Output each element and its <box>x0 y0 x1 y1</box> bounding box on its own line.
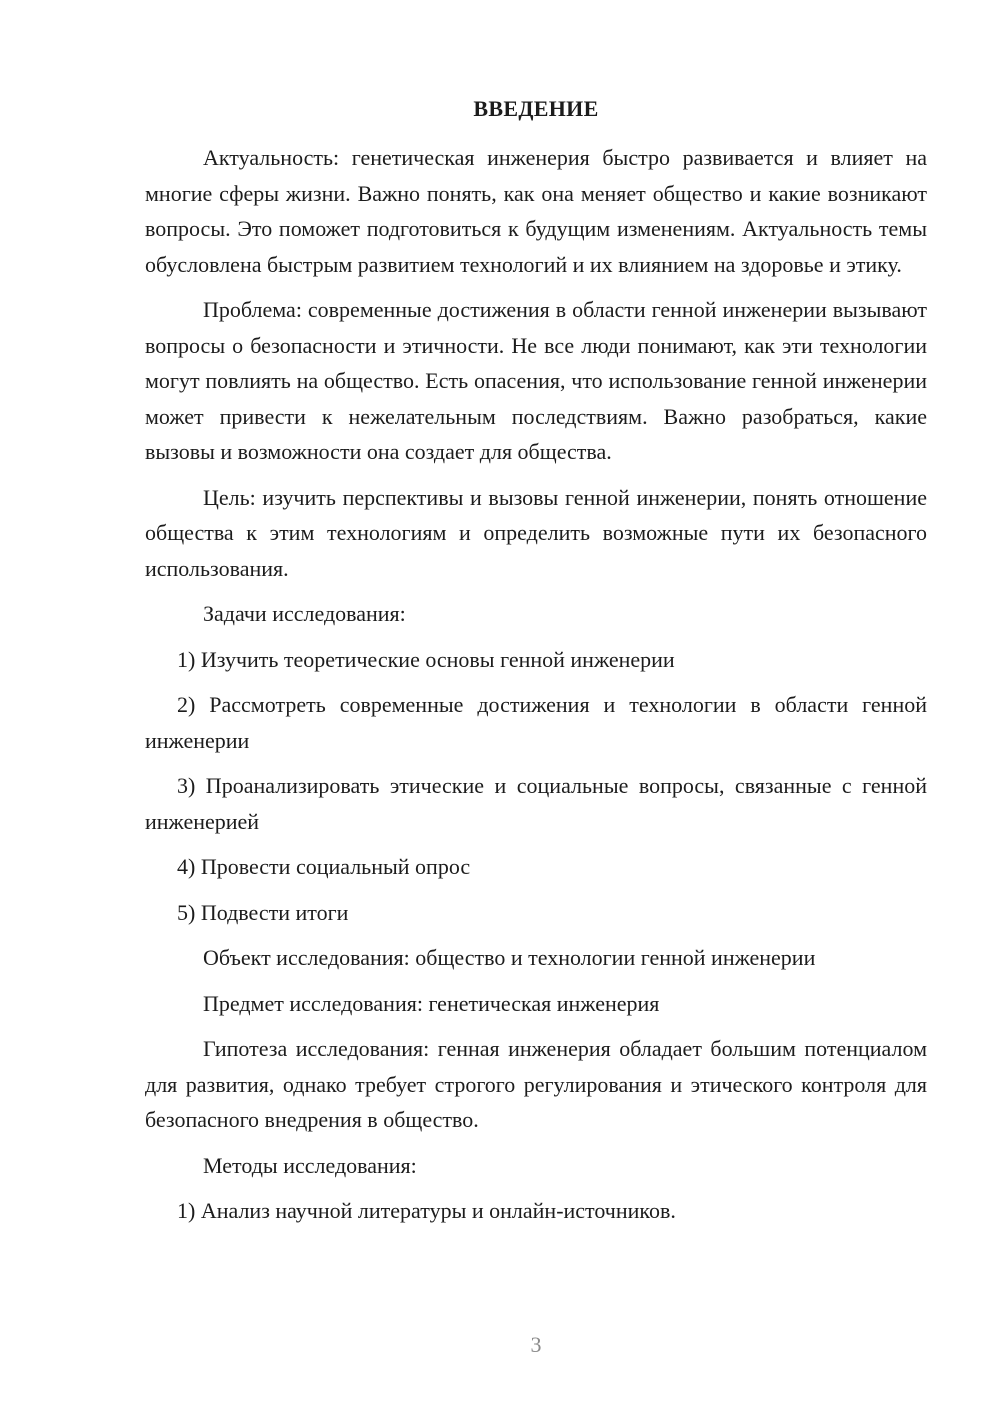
document-body <box>145 140 927 1229</box>
task-item-2: 2) Рассмотреть современные достижения и технологии в области генной инженерии <box>145 692 927 753</box>
hypothesis-paragraph: Гипотеза исследования: генная инженерия обладает большим потенциалом для развития, однако требует строгого регулирования и этического контроля для безопасного внедрения в общество. <box>145 1036 927 1132</box>
task-item-3: 3) Проанализировать этические и социальные вопросы, связанные с генной инженерией <box>145 773 927 834</box>
task-item-5: 5) Подвести итоги <box>177 899 349 925</box>
goal-paragraph: Цель: изучить перспективы и вызовы генной инженерии, понять отношение общества к этим технологиям и определить возможные пути их безопасного использования. <box>145 484 927 581</box>
page-number: 3 <box>530 1332 542 1357</box>
task-item-4: 4) Провести социальный опрос <box>177 854 471 879</box>
relevance-paragraph: Актуальность: генетическая инженерия быстро развивается и влияет на многие сферы жизни. Важно понять, как она меняет общество и какие возникают вопросы. Это поможет подготовиться к будущим изменениям. Актуальность темы обусловлена быстрым развитием технологий и их влиянием на здоровье и этику. <box>145 145 927 277</box>
problem-paragraph: Проблема: современные достижения в области генной инженерии вызывают вопросы о безопасности и этичности. Не все люди понимают, как эти технологии могут повлиять на общество. Есть опасения, что использование генной инженерии может привести к нежелательным последствиям. Важно разобраться, какие вызовы и возможности она создает для общества. <box>145 297 927 464</box>
section-heading: ВВЕДЕНИЕ <box>473 96 599 121</box>
methods-title: Методы исследования: <box>203 1152 417 1178</box>
subject-paragraph: Предмет исследования: генетическая инженерия <box>203 990 660 1016</box>
task-item-1: 1) Изучить теоретические основы генной инженерии <box>177 646 675 672</box>
tasks-title: Задачи исследования: <box>203 601 406 626</box>
method-item-1: 1) Анализ научной литературы и онлайн-источников. <box>177 1198 676 1223</box>
object-paragraph: Объект исследования: общество и технологии генной инженерии <box>203 945 816 970</box>
